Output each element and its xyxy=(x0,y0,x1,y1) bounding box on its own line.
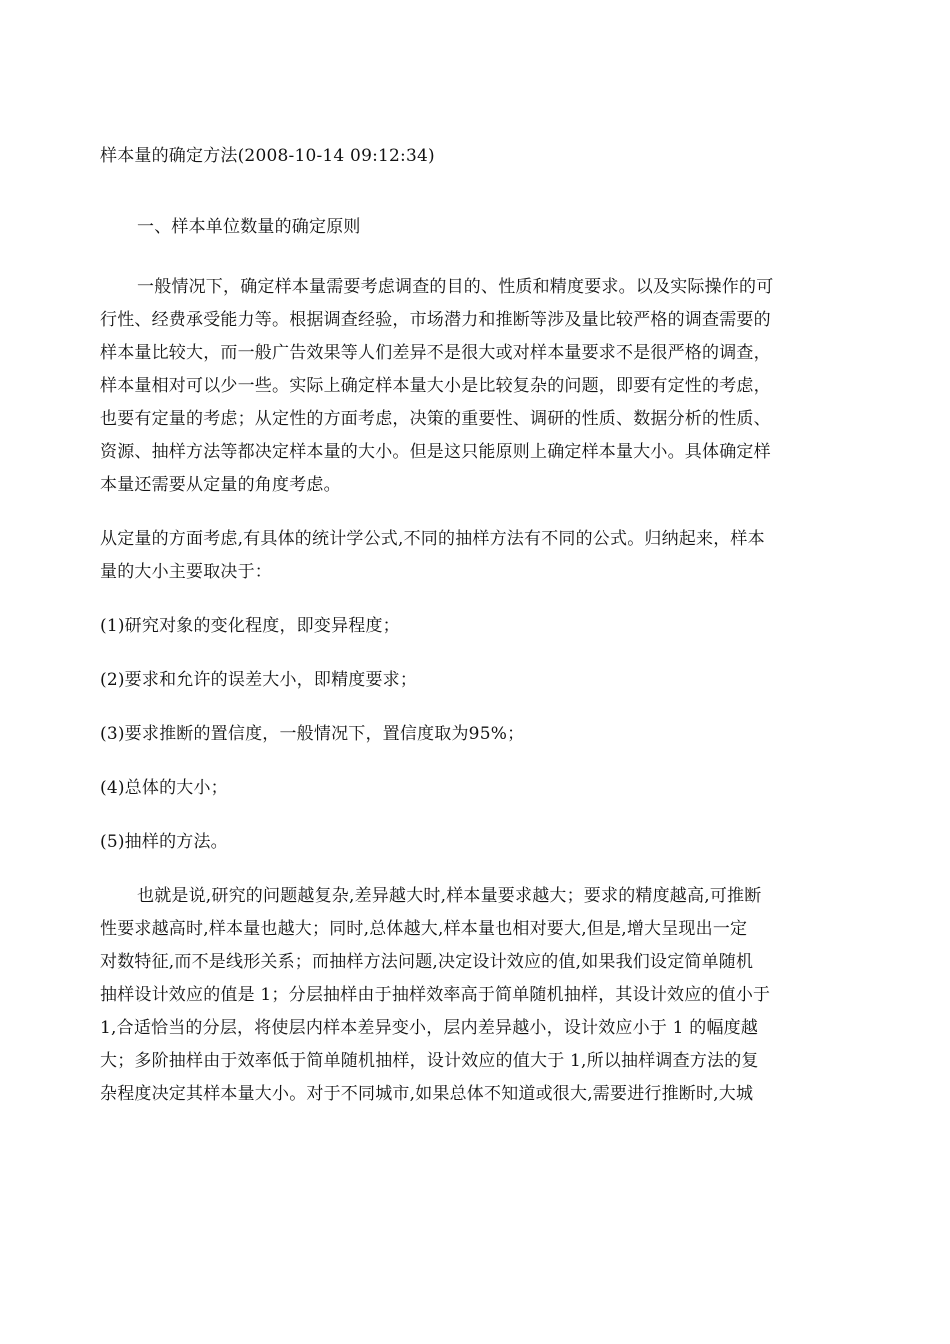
paragraph-line: 行性、经费承受能力等。根据调查经验，市场潜力和推断等涉及量比较严格的调查需要的 xyxy=(100,310,771,330)
paragraph-line: 本量还需要从定量的角度考虑。 xyxy=(100,475,341,495)
paragraph-line: 对数特征,而不是线形关系；而抽样方法问题,决定设计效应的值,如果我们设定简单随机 xyxy=(100,952,754,972)
paragraph-line: 量的大小主要取决于： xyxy=(100,562,272,582)
list-item: (5)抽样的方法。 xyxy=(100,832,228,852)
paragraph-line: 也要有定量的考虑；从定性的方面考虑，决策的重要性、调研的性质、数据分析的性质、 xyxy=(100,409,771,429)
paragraph-line: 从定量的方面考虑,有具体的统计学公式,不同的抽样方法有不同的公式。归纳起来，样本 xyxy=(100,529,765,549)
paragraph-line: 杂程度决定其样本量大小。对于不同城市,如果总体不知道或很大,需要进行推断时,大城 xyxy=(100,1084,754,1104)
list-item: (4)总体的大小； xyxy=(100,778,228,798)
section-heading: 一、样本单位数量的确定原则 xyxy=(137,217,361,237)
paragraph-line: 也就是说,研究的问题越复杂,差异越大时,样本量要求越大；要求的精度越高,可推断 xyxy=(137,886,762,906)
list-item: (3)要求推断的置信度，一般情况下，置信度取为95%； xyxy=(100,724,525,744)
paragraph-line: 性要求越高时,样本量也越大；同时,总体越大,样本量也相对要大,但是,增大呈现出一定 xyxy=(100,919,748,939)
paragraph-line: 大；多阶抽样由于效率低于简单随机抽样，设计效应的值大于 1,所以抽样调查方法的复 xyxy=(100,1051,759,1071)
paragraph-1 xyxy=(100,271,850,502)
paragraph-2 xyxy=(100,523,850,589)
paragraph-line: 样本量比较大，而一般广告效果等人们差异不是很大或对样本量要求不是很严格的调查， xyxy=(100,343,771,363)
paragraph-line: 一般情况下，确定样本量需要考虑调查的目的、性质和精度要求。以及实际操作的可 xyxy=(137,277,774,297)
paragraph-3 xyxy=(100,880,850,1111)
paragraph-line: 抽样设计效应的值是 1；分层抽样由于抽样效率高于简单随机抽样，其设计效应的值小于 xyxy=(100,985,771,1005)
list-item: (1)研究对象的变化程度，即变异程度； xyxy=(100,616,400,636)
paragraph-line: 资源、抽样方法等都决定样本量的大小。但是这只能原则上确定样本量大小。具体确定样 xyxy=(100,442,771,462)
paragraph-line: 样本量相对可以少一些。实际上确定样本量大小是比较复杂的问题，即要有定性的考虑， xyxy=(100,376,771,396)
document-title: 样本量的确定方法(2008-10-14 09:12:34) xyxy=(100,146,435,166)
list-item: (2)要求和允许的误差大小，即精度要求； xyxy=(100,670,418,690)
paragraph-line: 1,合适恰当的分层，将使层内样本差异变小，层内差异越小，设计效应小于 1 的幅度越 xyxy=(100,1018,759,1038)
document-page xyxy=(100,140,850,1132)
